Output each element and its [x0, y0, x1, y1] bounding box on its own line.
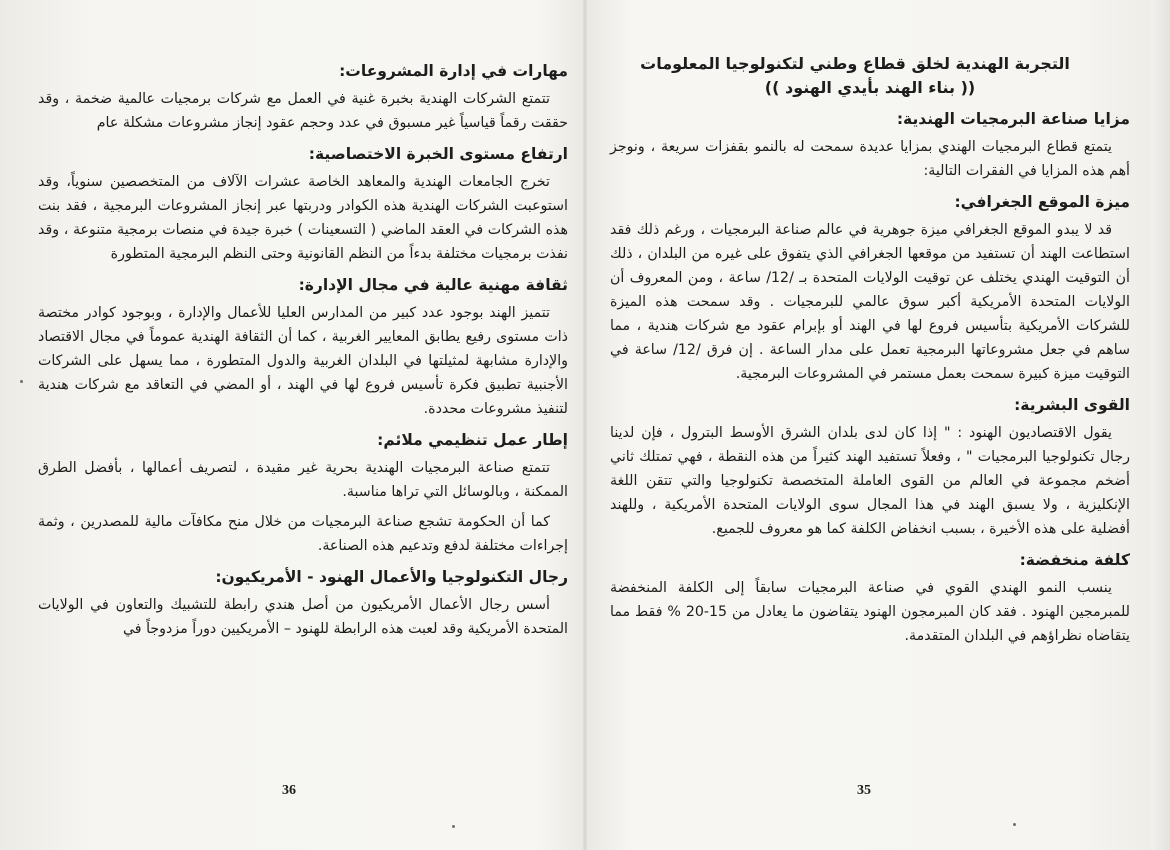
section-heading: مهارات في إدارة المشروعات: [339, 62, 568, 80]
scan-speck [452, 825, 455, 828]
paragraph: أسس رجال الأعمال الأمريكيون من أصل هندي رابطة للتشبيك والتعاون في الولايات المتحدة الأمريكية وقد لعبت هذه الرابطة للهنود – الأمريكيين دوراً مزدوجاً في [38, 597, 568, 637]
article-title: التجربة الهندية لخلق قطاع وطني لتكنولوجيا المعلومات [640, 54, 1070, 73]
section-heading: ميزة الموقع الجغرافي: [954, 193, 1130, 211]
paragraph: يتمتع قطاع البرمجيات الهندي بمزايا عديدة سمحت له بالنمو بقفزات سريعة ، ونوجز أهم هذه المزايا في الفقرات التالية: [610, 139, 1130, 179]
paragraph: تتميز الهند بوجود عدد كبير من المدارس العليا للأعمال والإدارة ، وبوجود كوادر مختصة ذات مستوى رفيع يطابق المعايير الغربية ، كما أن الثقافة الهندية عموماً في مجال الاقتصاد والإدارة مشابهة لمثيلتها في البلدان الغربية والدول المتطورة ، مما يسهل على الشركات الأجنبية تطبيق فكرة تأسيس فروع لها في الهند ، أو المضي في التعاقد مع شركات هندية لتنفيذ مشروعات محددة. [38, 305, 568, 417]
right-page [610, 52, 1130, 654]
paragraph: تتمتع الشركات الهندية بخبرة غنية في العمل مع شركات برمجيات عالمية ضخمة ، وقد حققت رقماً قياسياً غير مسبوق في عدد وحجم عقود إنجاز مشروعات مشكلة عام [38, 91, 568, 131]
left-page [38, 52, 568, 647]
paragraph: ينسب النمو الهندي القوي في صناعة البرمجيات سابقاً إلى الكلفة المنخفضة للمبرمجين الهنود . فقد كان المبرمجون الهنود يتقاضون ما يعادل من 15-20 % فقط مما يتقاضاه نظراؤهم في البلدان المتقدمة. [610, 580, 1131, 644]
section-heading: القوى البشرية: [1014, 396, 1130, 414]
paragraph: تتمتع صناعة البرمجيات الهندية بحرية غير مقيدة ، لتصريف أعمالها ، بأفضل الطرق الممكنة ، وبالوسائل التي تراها مناسبة. [38, 460, 568, 500]
paragraph: تخرج الجامعات الهندية والمعاهد الخاصة عشرات الآلاف من المتخصصين سنوياً، وقد استوعبت الشركات الهندية هذه الكوادر ودربتها عبر إنجاز المشروعات البرمجية ، فقد بنت هذه الشركات في العقد الماضي ( التسعينات ) خبرة جيدة في منصات برمجية متنوعة ، وقد نفذت برمجيات مختلفة بدءاً من النظم القانونية وحتى النظم البرمجية المتطورة [38, 174, 568, 262]
section-heading: مزايا صناعة البرمجيات الهندية: [896, 110, 1130, 128]
section-heading: ثقافة مهنية عالية في مجال الإدارة: [298, 276, 568, 294]
book-fold [583, 0, 587, 850]
section-heading: كلفة منخفضة: [1019, 551, 1130, 569]
page-number-right: 35 [857, 783, 871, 798]
page-number-left: 36 [282, 783, 296, 798]
page-edge-shadow [1150, 0, 1170, 850]
paragraph: قد لا يبدو الموقع الجغرافي ميزة جوهرية في عالم صناعة البرمجيات ، ورغم ذلك فقد استطاعت الهند أن تستفيد من موقعها الجغرافي الذي يتفوق على غيره من البلدان ، ذلك أن التوقيت الهندي يختلف عن توقيت الولايات المتحدة بـ /12/ ساعة ، ومن المعروف أن الولايات المتحدة الأمريكية أكبر سوق عالمي للبرمجيات . وقد سمحت هذه الميزة للشركات الأمريكية بتأسيس فروع لها في الهند أو بإبرام عقود مع شركات هندية ، مما ساهم في جعل مشروعاتها البرمجية تعمل على مدار الساعة . إن فرق /12/ ساعة في التوقيت ميزة كبيرة سمحت بعمل مستمر في المشروعات البرمجية. [610, 222, 1130, 382]
scan-speck [1013, 823, 1016, 826]
article-subtitle: (( بناء الهند بأيدي الهنود )) [764, 78, 976, 97]
scan-speck [20, 380, 23, 383]
paragraph: يقول الاقتصاديون الهنود : " إذا كان لدى بلدان الشرق الأوسط البترول ، فإن لدينا رجال تكنولوجيا البرمجيات " ، وفعلاً تستفيد الهند كثيراً من هذه النقطة ، فهي تمتلك ثاني أضخم مجموعة في العالم من القوى العاملة المتخصصة تكنولوجيا والتي تتقن اللغة الإنكليزية ، ولا يسبق الهند في هذا المجال سوى الولايات المتحدة الأمريكية ، وللهند أفضلية على هذه الأخيرة ، بسبب انخفاض الكلفة كما هو معروف للجميع. [610, 425, 1130, 537]
section-heading: رجال التكنولوجيا والأعمال الهنود - الأمريكيون: [215, 568, 568, 586]
paragraph: كما أن الحكومة تشجع صناعة البرمجيات من خلال منح مكافآت مالية للمصدرين ، وثمة إجراءات مختلفة لدفع وتدعيم هذه الصناعة. [38, 514, 568, 554]
section-heading: ارتفاع مستوى الخبرة الاختصاصية: [308, 145, 568, 163]
section-heading: إطار عمل تنظيمي ملائم: [377, 431, 568, 449]
